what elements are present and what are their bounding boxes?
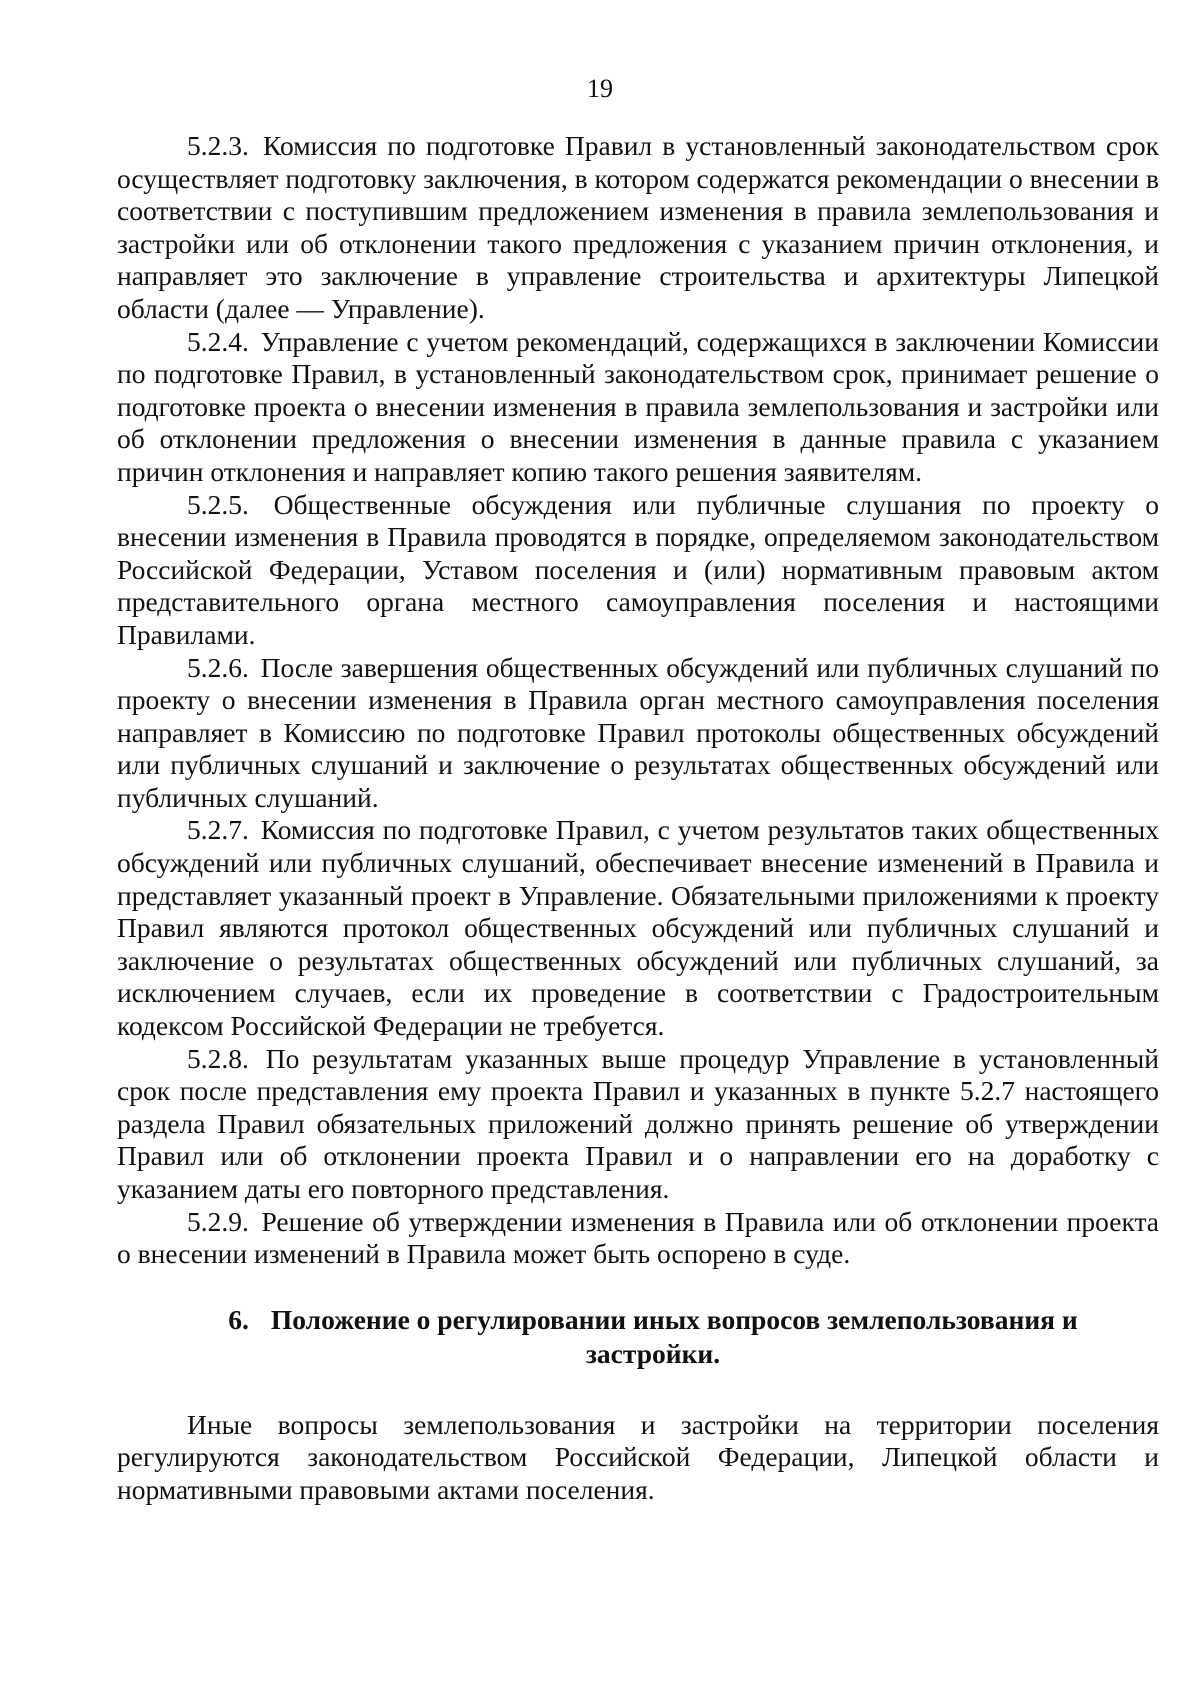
paragraph-text: По результатам указанных выше процедур Управление в установленный срок после представления ему проекта Правил и указанных в пункте 5.2.7 настоящего раздела Правил обязательных приложений должно принять решение об утверждении Правил или об отклонении проекта Правил и о направлении его на доработку с указанием даты его повторного представления. xyxy=(117,1042,1160,1204)
paragraph-number: 5.2.8. xyxy=(187,1042,249,1074)
paragraph-text: Комиссия по подготовке Правил, с учетом результатов таких общественных обсуждений или публичных слушаний, обеспечивает внесение изменений в Правила и представляет указанный проект в Управление. Обязательными приложениями к проекту Правил являются протокол общественных обсуждений или публичных слушаний и заключение о результатах общественных обсуждений или публичных слушаний, за исключением случаев, если их проведение в соответствии с Градостроительным кодексом Российской Федерации не требуется. xyxy=(117,814,1159,1042)
section-number: 6. xyxy=(228,1303,249,1335)
paragraph-5-2-4 xyxy=(117,326,1159,489)
paragraph-text: Решение об утверждении изменения в Правила или об отклонении проекта о внесении изменений в Правила может быть оспорено в суде. xyxy=(117,1205,1159,1270)
paragraph-text: Комиссия по подготовке Правил в установленный законодательством срок осуществляет подготовку заключения, в котором содержатся рекомендации о внесении в соответствии с поступившим предложением изменения в правила землепользования и застройки или об отклонении такого предложения с указанием причин отклонения, и направляет это заключение в управление строительства и архитектуры Липецкой области (далее — Управление). xyxy=(117,130,1159,324)
closing-paragraph: Иные вопросы землепользования и застройки на территории поселения регулируются законодательством Российской Федерации, Липецкой области и нормативными правовыми актами поселения. xyxy=(117,1408,1159,1505)
paragraph-text: Общественные обсуждения или публичные слушания по проекту о внесении изменения в Правила проводятся в порядке, определяемом законодательством Российской Федерации, Уставом поселения и (или) нормативным правовым актом представительного органа местного самоуправления поселения и настоящими Правилами. xyxy=(117,488,1159,650)
page-number: 19 xyxy=(587,74,613,103)
section-heading xyxy=(117,1303,1159,1371)
paragraph-5-2-8 xyxy=(117,1043,1159,1206)
section-title: Положение о регулировании иных вопросов землепользования и застройки. xyxy=(270,1303,1078,1369)
paragraph-5-2-6 xyxy=(117,652,1159,815)
paragraph-5-2-9 xyxy=(117,1206,1159,1271)
paragraph-text: Управление с учетом рекомендаций, содержащихся в заключении Комиссии по подготовке Правил, в установленный законодательством срок, принимает решение о подготовке проекта о внесении изменения в правила землепользования и застройки или об отклонении предложения о внесении изменения в данные правила с указанием причин отклонения и направляет копию такого решения заявителям. xyxy=(117,325,1159,487)
paragraph-5-2-5 xyxy=(117,489,1159,652)
paragraph-number: 5.2.9. xyxy=(187,1205,249,1237)
paragraph-number: 5.2.4. xyxy=(187,325,249,357)
paragraph-number: 5.2.3. xyxy=(187,130,249,161)
paragraph-text: После завершения общественных обсуждений или публичных слушаний по проекту о внесении изменения в Правила орган местного самоуправления поселения направляет в Комиссию по подготовке Правил протоколы общественных обсуждений или публичных слушаний и заключение о результатах общественных обсуждений или публичных слушаний. xyxy=(117,651,1159,813)
paragraph-5-2-3 xyxy=(117,130,1159,326)
paragraph-5-2-7 xyxy=(117,814,1159,1042)
document-body xyxy=(117,130,1159,1507)
paragraph-number: 5.2.6. xyxy=(187,651,249,683)
paragraph-number: 5.2.7. xyxy=(187,814,249,846)
paragraph-number: 5.2.5. xyxy=(187,488,249,520)
